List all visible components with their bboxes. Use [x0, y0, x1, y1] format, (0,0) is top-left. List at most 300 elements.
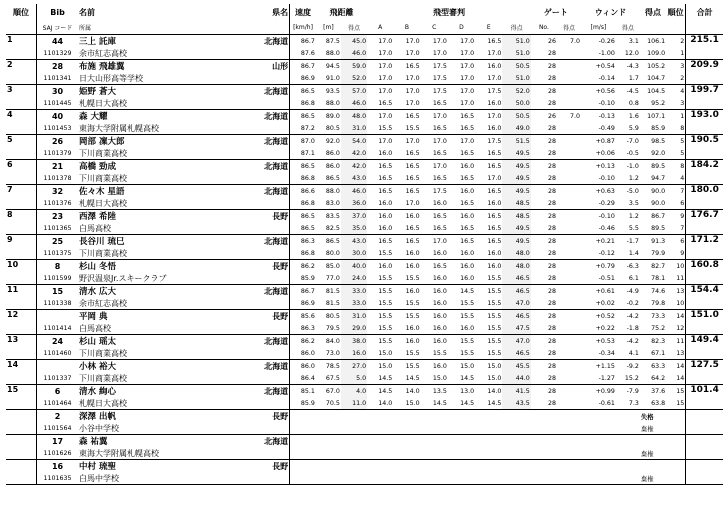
gate-no: 28: [531, 185, 557, 198]
judge-a: 14.5: [367, 385, 393, 398]
wind-points: 1.2: [616, 210, 640, 223]
rank-cell: 10: [6, 260, 37, 285]
gate-points: [557, 47, 581, 60]
speed: 86.5: [290, 85, 316, 98]
gate-no: 28: [548, 49, 557, 57]
prefecture: 北海道: [154, 335, 289, 348]
empty-cell: [393, 422, 420, 435]
empty-cell: [616, 422, 640, 435]
judge-e: 15.5: [475, 310, 502, 323]
wind-speed: -0.46: [598, 224, 615, 232]
wind-points: 7.3: [628, 399, 639, 407]
gate-points: [557, 235, 581, 248]
gate-no: 28: [531, 235, 557, 248]
rank-cell: 2: [6, 60, 37, 85]
gate-no: 28: [548, 274, 557, 282]
judge-c: 13.5: [421, 385, 448, 398]
judge-b: 16.5: [405, 174, 420, 182]
jump-rank: 9: [666, 210, 686, 223]
judge-a: 16.5: [367, 235, 393, 248]
wind-points: 6.1: [628, 274, 639, 282]
remark: [640, 460, 666, 473]
total-points: 171.2: [686, 235, 723, 260]
speed: 85.1: [290, 385, 316, 398]
style-points: 41.5: [502, 385, 530, 398]
judge-c: 17.5: [432, 74, 447, 82]
rank-cell: 5: [6, 135, 37, 160]
distance: 78.5: [316, 360, 341, 373]
wind-speed: +0.06: [595, 149, 615, 157]
empty-cell: [475, 447, 502, 460]
jump-rank: 14: [666, 310, 686, 323]
judge-d: 17.0: [448, 60, 475, 73]
empty-cell: [666, 410, 686, 423]
style-points: 51.0: [502, 47, 530, 60]
empty-cell: [421, 447, 448, 460]
wind-speed: +0.56: [581, 85, 616, 98]
empty-cell: [581, 472, 616, 485]
distance-points: 33.0: [341, 285, 367, 298]
judge-e: 16.5: [475, 210, 502, 223]
wind-points: -7.9: [616, 385, 640, 398]
speed: 87.1: [290, 147, 316, 160]
judge-d: 16.0: [460, 324, 475, 332]
jump-points: 64.2: [651, 374, 666, 382]
distance-points: 52.0: [341, 72, 367, 85]
speed: 86.2: [290, 260, 316, 273]
jump-rank: 6: [680, 199, 685, 207]
empty-cell: [557, 422, 581, 435]
judge-e: 14.5: [487, 399, 502, 407]
empty-cell: [531, 447, 557, 460]
judge-b: 16.5: [405, 149, 420, 157]
gate-points: 7.0: [557, 35, 581, 48]
empty-cell: [367, 435, 393, 448]
speed: 86.9: [290, 297, 316, 310]
affil-header: 所属: [78, 21, 154, 35]
wind-speed: -0.26: [581, 35, 616, 48]
judge-d: 14.5: [448, 285, 475, 298]
empty-cell: [448, 422, 475, 435]
empty-cell: [581, 422, 616, 435]
rank-cell: 4: [6, 110, 37, 135]
speed: 86.8: [290, 97, 316, 110]
speed: 86.8: [290, 247, 316, 260]
speed: 86.8: [290, 172, 316, 185]
gate-points: [557, 397, 581, 410]
gate-header: ゲート: [543, 8, 568, 17]
wind-speed: +0.87: [581, 135, 616, 148]
affiliation: 東海大学附属札幌高校: [79, 448, 159, 458]
style-points: 43.5: [502, 397, 530, 410]
wind-points: -5.0: [616, 185, 640, 198]
judge-e: 15.5: [475, 335, 502, 348]
gate-no: 28: [548, 74, 557, 82]
saj-code: 1101365: [43, 224, 72, 232]
style-points: 49.5: [502, 185, 530, 198]
athlete-name: 平岡 典: [78, 310, 154, 323]
judge-b: 14.0: [393, 385, 420, 398]
wind-points: 1.7: [628, 74, 639, 82]
rank-cell: 1: [6, 35, 37, 60]
judge-a: 17.0: [367, 60, 393, 73]
bib-cell: 8: [37, 260, 78, 273]
jump-points: 74.6: [640, 285, 666, 298]
result-row-second-jump: [6, 197, 723, 210]
points-header: 得点: [645, 8, 662, 17]
wind-points: -4.5: [616, 85, 640, 98]
prefecture: 北海道: [154, 35, 289, 48]
empty-cell: [666, 460, 686, 473]
jump-points: 107.1: [640, 110, 666, 123]
bib-cell: 17: [37, 435, 78, 448]
prefecture: 北海道: [154, 360, 289, 373]
distance-points: 11.0: [341, 397, 367, 410]
gate-points: [557, 197, 581, 210]
style-header: 飛型審判: [432, 8, 465, 17]
distance-points: 29.0: [341, 322, 367, 335]
jump-rank: 8: [666, 160, 686, 173]
athlete-name: 深澤 出帆: [78, 410, 154, 423]
prefecture: 北海道: [154, 185, 289, 198]
saj-code: 1101414: [43, 324, 72, 332]
empty-cell: [290, 410, 316, 423]
judge-c: 16.0: [421, 285, 448, 298]
empty-cell: [448, 447, 475, 460]
empty-cell: [367, 410, 393, 423]
affiliation: 余市紅志高校: [79, 48, 127, 58]
wind-speed: +0.22: [595, 324, 615, 332]
speed: 86.0: [290, 347, 316, 360]
gate-points: [557, 347, 581, 360]
name-header: 名前: [79, 8, 95, 17]
judge-b: 17.0: [393, 135, 420, 148]
result-row: [6, 60, 723, 73]
bib-header: Bib: [37, 4, 78, 21]
judge-c: 15.0: [432, 374, 447, 382]
jump-points: 90.0: [651, 199, 666, 207]
total-points: [686, 410, 723, 435]
result-row-second-jump: [6, 247, 723, 260]
judge-d: 16.5: [460, 149, 475, 157]
distance: 86.0: [325, 149, 340, 157]
judge-a: 17.0: [378, 74, 393, 82]
total-points: 184.2: [686, 160, 723, 185]
distance-points: 4.0: [341, 385, 367, 398]
affiliation: 野沢温泉Jr.スキークラブ: [79, 273, 167, 283]
gate-pts-header: 得点: [557, 21, 581, 35]
judge-e: 17.0: [487, 174, 502, 182]
jump-points: 79.9: [651, 249, 666, 257]
judge-a: 17.0: [367, 110, 393, 123]
empty-cell: [502, 435, 530, 448]
empty-cell: [616, 460, 640, 473]
saj-code: 1101626: [43, 449, 72, 457]
result-row-second-jump: [6, 297, 723, 310]
judge-b: 14.5: [405, 374, 420, 382]
wind-points: -4.9: [616, 285, 640, 298]
distance: 93.5: [316, 85, 341, 98]
empty-cell: [557, 447, 581, 460]
gate-points: [557, 97, 581, 110]
prefecture: 北海道: [154, 435, 289, 448]
style-points: 51.0: [502, 72, 530, 85]
distance: 86.5: [325, 174, 340, 182]
jump-points: 82.7: [640, 260, 666, 273]
gate-points: [557, 272, 581, 285]
bib-cell: 23: [37, 210, 78, 223]
result-row-second-jump: [6, 147, 723, 160]
jump-points: 79.8: [651, 299, 666, 307]
result-row-second-jump: [6, 397, 723, 410]
empty-cell: [341, 422, 367, 435]
speed: 85.9: [290, 272, 316, 285]
judge-c: 16.0: [432, 199, 447, 207]
result-row: [6, 35, 723, 48]
bib-cell: 21: [37, 160, 78, 173]
judge-b: 16.5: [393, 110, 420, 123]
athlete-name: 高橋 勁成: [78, 160, 154, 173]
jump-rank: 3: [680, 99, 685, 107]
total-points: 101.4: [686, 385, 723, 410]
empty-cell: [557, 472, 581, 485]
wind-points: 5.5: [628, 224, 639, 232]
distance: 84.0: [316, 335, 341, 348]
result-row-second-jump: [6, 47, 723, 60]
judge-d: 17.0: [460, 49, 475, 57]
style-points: 48.0: [502, 247, 530, 260]
judge-a: 15.5: [378, 274, 393, 282]
bib-cell: [37, 360, 78, 373]
result-row: [6, 160, 723, 173]
distance-points: 36.0: [341, 197, 367, 210]
judge-d: 17.0: [460, 74, 475, 82]
judge-d: 13.0: [448, 385, 475, 398]
wind-points: 15.2: [624, 374, 639, 382]
wind-speed: -0.10: [598, 174, 615, 182]
judge-b: 16.5: [393, 185, 420, 198]
judge-e-header: E: [475, 21, 502, 35]
gate-points: [557, 60, 581, 73]
judge-b: 15.5: [405, 124, 420, 132]
judge-b: 16.5: [393, 60, 420, 73]
judge-e: 16.0: [475, 60, 502, 73]
distance-points: 33.0: [341, 297, 367, 310]
empty-cell: [666, 435, 686, 448]
affiliation: 白馬高校: [79, 223, 111, 233]
saj-code: 1101376: [43, 199, 72, 207]
total-points: 209.9: [686, 60, 723, 85]
gate-points: [557, 297, 581, 310]
distance: 92.0: [316, 135, 341, 148]
judge-a: 15.0: [378, 349, 393, 357]
remark: 棄権: [640, 425, 654, 433]
distance: 89.0: [316, 110, 341, 123]
jump-rank: 3: [666, 60, 686, 73]
distance-points: 24.0: [341, 272, 367, 285]
empty-cell: [393, 472, 420, 485]
result-row-second-jump: [6, 172, 723, 185]
header-row-1: [6, 4, 723, 21]
distance: 85.0: [316, 260, 341, 273]
bib-cell: 16: [37, 460, 78, 473]
result-row: [6, 310, 723, 323]
bib-cell: 2: [37, 410, 78, 423]
wind-points: -9.2: [616, 360, 640, 373]
judge-a: 15.5: [367, 335, 393, 348]
result-row-second-jump: [6, 322, 723, 335]
gate-no: 28: [548, 249, 557, 257]
jump-points: 63.3: [640, 360, 666, 373]
bib-cell: 28: [37, 60, 78, 73]
bib-cell: 6: [37, 385, 78, 398]
gate-no: 28: [531, 85, 557, 98]
dns-row-second: [6, 422, 723, 435]
rank-cell: 7: [6, 185, 37, 210]
jump-points: 85.9: [651, 124, 666, 132]
empty-cell: [421, 422, 448, 435]
athlete-name: 清水 広大: [78, 285, 154, 298]
saj-code: 1101341: [43, 74, 72, 82]
judge-b: 17.0: [405, 199, 420, 207]
empty-cell: [290, 460, 316, 473]
wind-points: -7.0: [616, 135, 640, 148]
saj-code: 1101329: [43, 49, 72, 57]
dist-pts-header: 得点: [341, 21, 367, 35]
jump-rank: 2: [680, 74, 685, 82]
distance-points: 40.0: [341, 260, 367, 273]
empty-cell: [557, 410, 581, 423]
prefecture: 北海道: [154, 285, 289, 298]
judge-d: 14.5: [460, 399, 475, 407]
empty-cell: [531, 435, 557, 448]
wind-speed: -0.49: [598, 124, 615, 132]
judge-b: 16.0: [405, 249, 420, 257]
judge-a: 17.0: [378, 49, 393, 57]
pref-header: 県名: [272, 8, 289, 17]
style-points: 49.5: [502, 172, 530, 185]
judge-c: 17.0: [421, 160, 448, 173]
judge-e: 15.5: [487, 349, 502, 357]
judge-a: 15.5: [378, 299, 393, 307]
judge-c: 15.5: [432, 349, 447, 357]
empty-cell: [531, 422, 557, 435]
judge-e: 15.0: [475, 360, 502, 373]
jump-points: 109.0: [647, 49, 666, 57]
rank-cell: 14: [6, 360, 37, 385]
speed: 85.9: [290, 397, 316, 410]
gate-points: 7.0: [557, 110, 581, 123]
result-row-second-jump: [6, 122, 723, 135]
gate-points: [557, 135, 581, 148]
empty-cell: [666, 422, 686, 435]
gate-no: 26: [531, 110, 557, 123]
judge-d: 15.5: [448, 310, 475, 323]
affiliation: 札幌日大高校: [79, 98, 127, 108]
distance-points: 43.0: [341, 235, 367, 248]
athlete-name: 森 祐翼: [78, 435, 154, 448]
rank-cell: 6: [6, 160, 37, 185]
wind-points: 1.4: [628, 249, 639, 257]
jump-points: 98.5: [640, 135, 666, 148]
gate-no: 28: [531, 310, 557, 323]
result-row-second-jump: [6, 222, 723, 235]
empty-cell: [341, 460, 367, 473]
empty-cell: [421, 460, 448, 473]
distance-points: 37.0: [341, 210, 367, 223]
judge-d: 15.5: [460, 349, 475, 357]
judge-e: 15.5: [487, 299, 502, 307]
judge-c: 17.0: [421, 110, 448, 123]
distance: 67.0: [316, 385, 341, 398]
speed: 86.0: [290, 360, 316, 373]
empty-cell: [316, 422, 341, 435]
empty-cell: [290, 435, 316, 448]
speed: 87.6: [290, 47, 316, 60]
distance: 70.5: [325, 399, 340, 407]
judge-c: 16.0: [432, 274, 447, 282]
style-points: 50.5: [502, 110, 530, 123]
prefecture: 長野: [154, 460, 289, 473]
wind-speed: +0.54: [581, 60, 616, 73]
result-row: [6, 235, 723, 248]
prefecture: 北海道: [154, 135, 289, 148]
empty-cell: [531, 410, 557, 423]
wind-speed: -1.00: [598, 49, 615, 57]
distance: 86.0: [316, 160, 341, 173]
jump-points: 95.2: [651, 99, 666, 107]
empty-cell: [448, 410, 475, 423]
bib-cell: 30: [37, 85, 78, 98]
judge-d: 16.0: [460, 274, 475, 282]
jump-rank: 13: [666, 285, 686, 298]
jump-rank: 2: [666, 35, 686, 48]
total-points: 154.4: [686, 285, 723, 310]
rank-cell: 12: [6, 310, 37, 335]
empty-cell: [393, 435, 420, 448]
affiliation: 下川商業高校: [79, 148, 127, 158]
empty-cell: [290, 447, 316, 460]
jump-points: 82.3: [640, 335, 666, 348]
judge-c: 16.0: [421, 360, 448, 373]
jump-points: 104.7: [647, 74, 666, 82]
result-row-second-jump: [6, 372, 723, 385]
judge-c: 17.5: [421, 85, 448, 98]
gate-no: 28: [531, 60, 557, 73]
saj-code: 1101378: [43, 174, 72, 182]
jump-rank: 6: [666, 235, 686, 248]
speed: 86.7: [290, 35, 316, 48]
gate-no: 28: [531, 285, 557, 298]
distance-points: 42.0: [341, 147, 367, 160]
judge-c: 16.5: [432, 124, 447, 132]
empty-cell: [448, 460, 475, 473]
wind-points: -4.2: [616, 310, 640, 323]
empty-cell: [475, 435, 502, 448]
empty-cell: [502, 422, 530, 435]
style-points: 49.5: [502, 160, 530, 173]
style-points: 47.0: [502, 335, 530, 348]
judge-d: 17.0: [448, 35, 475, 48]
speed: 87.2: [290, 122, 316, 135]
affiliation: 余市紅志高校: [79, 298, 127, 308]
judge-d: 15.0: [448, 360, 475, 373]
wind-speed: +0.52: [581, 310, 616, 323]
jump-points: 106.1: [640, 35, 666, 48]
jump-rank: 5: [680, 149, 685, 157]
jump-rank: 11: [676, 274, 685, 282]
judge-c: 14.5: [432, 399, 447, 407]
